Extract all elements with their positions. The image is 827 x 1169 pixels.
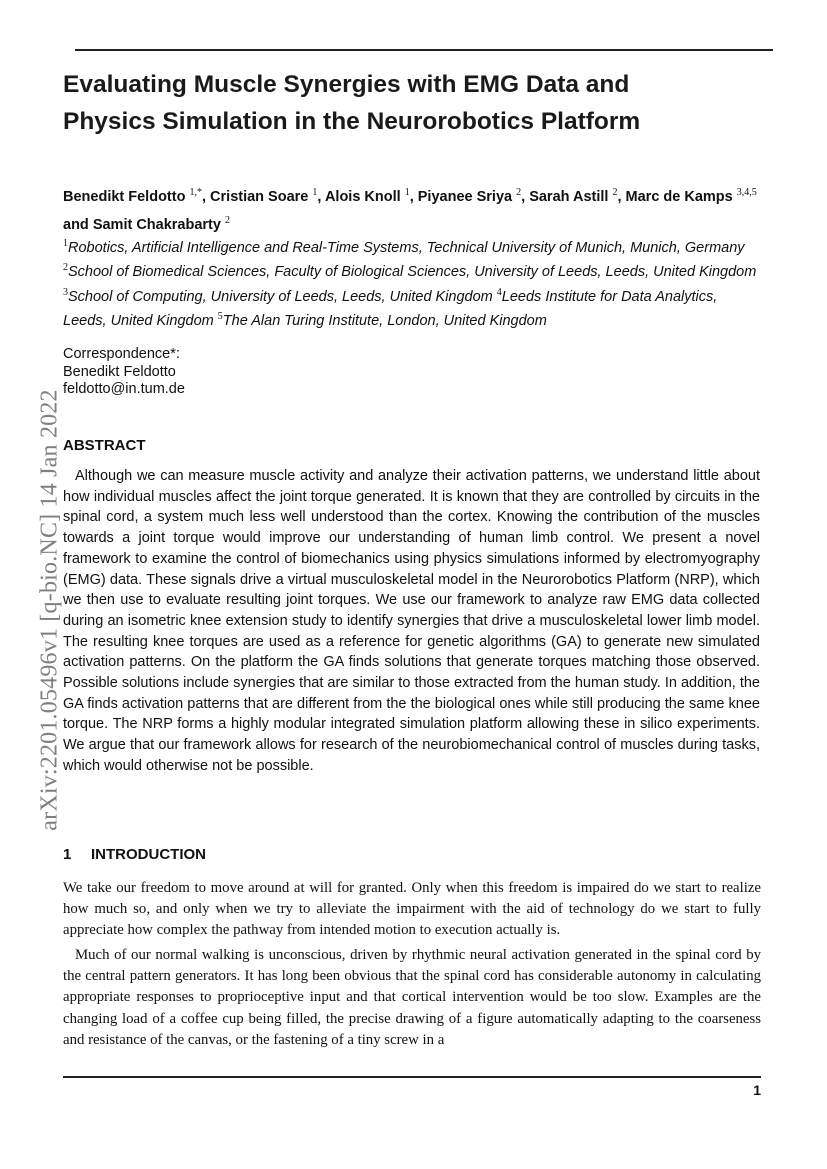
affiliation: $^2$School of Biomedical Sciences, Faculty of Biological Sciences, University of Leeds, Leeds, United Kingdom <box>63 262 757 281</box>
author: Piyanee Sriya $^2$, <box>417 187 530 205</box>
affiliation: $^5$The Alan Turing Institute, London, United Kingdom <box>217 311 547 330</box>
affiliation: $^3$School of Computing, University of Leeds, Leeds, United Kingdom <box>63 286 493 305</box>
section-number: 1 <box>63 846 72 863</box>
author-list <box>63 181 763 237</box>
correspondence-block <box>63 346 463 399</box>
intro-paragraph: Much of our normal walking is unconscious, driven by rhythmic neural activation generated in the spinal cord by the central pattern generators. It has long been obvious that the spinal cord has considerable autonomy in calculating appropriate responses to proprioceptive input and that cortical intervention would be too slow. Examples are the changing load of a coffee cup being filled, the precise drawing of a figure automatically adapting to the coarseness and resistance of the canvas, or the fastening of a tiny screw in a <box>63 947 761 1048</box>
affiliation-list <box>63 234 763 332</box>
paper-title: Evaluating Muscle Synergies with EMG Data and Physics Simulation in the Neurorobotics Platform <box>63 71 641 135</box>
abstract-heading: ABSTRACT <box>63 437 146 454</box>
section-title: INTRODUCTION <box>91 846 206 863</box>
author: Marc de Kamps $^{3,4,5}$ and <box>63 187 757 233</box>
affiliation: $^1$Robotics, Artificial Intelligence and Real-Time Systems, Technical University of Munich, Munich, Germany <box>63 238 745 256</box>
author: Alois Knoll $^1$, <box>324 187 418 205</box>
correspondence-email[interactable]: feldotto@in.tum.de <box>63 381 185 397</box>
author: Cristian Soare $^1$, <box>210 187 325 205</box>
correspondence-name: Benedikt Feldotto <box>63 363 176 380</box>
correspondence-label: Correspondence*: <box>63 346 180 362</box>
section-heading-introduction <box>63 846 206 863</box>
author: Sarah Astill $^2$, <box>529 187 626 205</box>
abstract-body: Although we can measure muscle activity and analyze their activation patterns, we understand little about how individual muscles affect the joint torque generated. It is known that they are controlled by circuits in the spinal cord, a system much less well understood than the cortex. Knowing the contribution of the muscles towards a joint torque would improve our understanding of human limb control. We present a novel framework to examine the control of biomechanics using physics simulations informed by electromyography (EMG) data. These signals drive a virtual musculoskeletal model in the Neurorobotics Platform (NRP), which we then use to evaluate resulting joint torques. We use our framework to analyze raw EMG data collected during an isometric knee extension study to identify synergies that drive a musculoskeletal lower limb model. The resulting knee torques are used as a reference for genetic algorithms (GA) to generate new simulated activation patterns. On the platform the GA finds solutions that generate torques matching those observed. Possible solutions include synergies that are similar to those extracted from the human study. In addition, the GA finds activation patterns that are different from the the biological ones while still producing the same knee torque. The NRP forms a highly modular integrated simulation platform allowing these in silico experiments. We argue that our framework allows for research of the neurobiomechanical control of muscles during tasks, which would otherwise not be possible. <box>63 468 760 774</box>
affiliation: $^4$Leeds Institute for Data Analytics, Leeds, United Kingdom <box>63 286 718 330</box>
arxiv-stamp: arXiv:2201.05496v1 [q-bio.NC] 14 Jan 2022 <box>36 389 63 831</box>
intro-paragraph: We take our freedom to move around at will for granted. Only when this freedom is impaired do we start to realize how much so, and only when we try to alleviate the impairment with the aid of technology do we start to fully appreciate how complex the pathway from intended motion to execution actually is. <box>63 880 761 939</box>
footer-rule <box>63 1076 761 1078</box>
header-rule <box>75 49 773 51</box>
page-number: 1 <box>753 1082 761 1098</box>
author: Benedikt Feldotto $^{1,*}$, <box>63 187 211 205</box>
author: Samit Chakrabarty $^2$ <box>92 214 230 233</box>
